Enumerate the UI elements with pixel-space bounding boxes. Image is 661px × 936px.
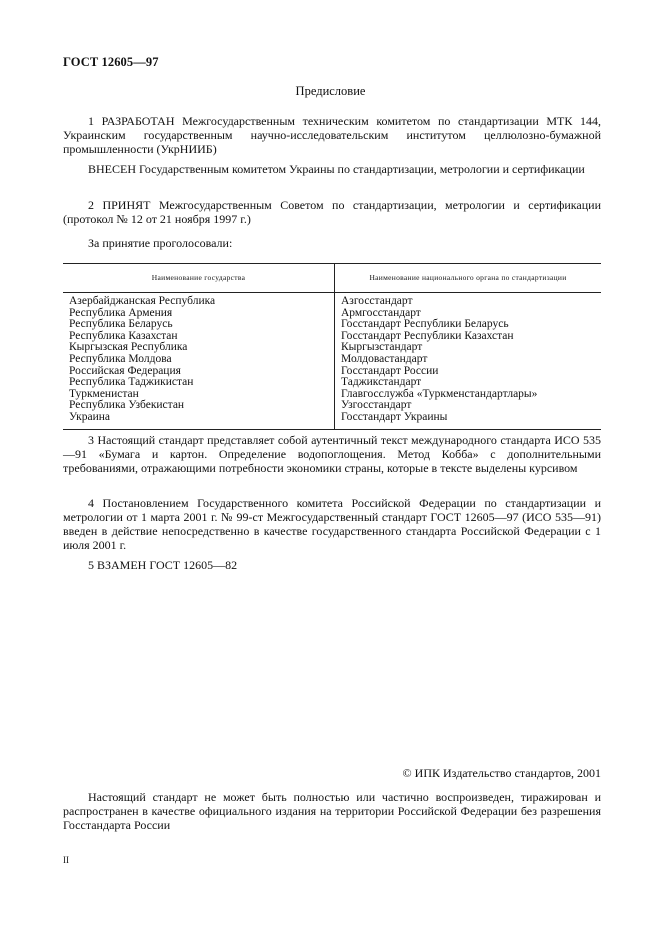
- state-name: Республика Молдова: [69, 352, 172, 365]
- standards-body-name: Молдовастандарт: [341, 352, 428, 365]
- page-number: II: [63, 855, 69, 865]
- standards-body-name: Госстандарт России: [341, 364, 439, 377]
- state-name: Республика Таджикистан: [69, 376, 194, 389]
- paragraph-replaces: 5 ВЗАМЕН ГОСТ 12605—82: [88, 558, 238, 572]
- paragraph-resolution: 4 Постановлением Государственного комитета Российской Федерации по стандартизации и метрологии от 1 марта 2001 г. № 99-ст Межгосударственный стандарт ГОСТ 12605—97 (ИСО 535—91) введен в действие непосредственно в качестве государственного стандарта Российской Федерации с 1 июля 2001 г.: [63, 496, 601, 552]
- states-table: [63, 263, 601, 430]
- standards-body-name: Главгосслужба «Туркменстандартлары»: [341, 387, 538, 400]
- standards-body-name: Госстандарт Украины: [341, 410, 448, 423]
- paragraph-introduced: ВНЕСЕН Государственным комитетом Украины по стандартизации, метрологии и сертификации: [88, 162, 585, 176]
- standards-body-name: Госстандарт Республики Казахстан: [341, 329, 514, 342]
- state-name: Республика Казахстан: [69, 329, 178, 342]
- state-name: Кыргызская Республика: [69, 341, 188, 354]
- standards-body-name: Армгосстандарт: [341, 306, 421, 319]
- standards-body-name: Таджикстандарт: [341, 376, 422, 389]
- document-code: ГОСТ 12605—97: [63, 55, 159, 69]
- state-name: Республика Беларусь: [69, 318, 173, 331]
- copyright-notice: © ИПК Издательство стандартов, 2001: [402, 766, 601, 780]
- standards-body-name: Узгосстандарт: [341, 399, 412, 412]
- state-name: Украина: [69, 410, 110, 423]
- state-name: Республика Узбекистан: [69, 399, 185, 412]
- table-header-row: [63, 264, 601, 293]
- table-body-row: [63, 293, 601, 430]
- paragraph-adopted: 2 ПРИНЯТ Межгосударственным Советом по стандартизации, метрологии и сертификации (протокол № 12 от 21 ноября 1997 г.): [63, 198, 601, 226]
- state-name: Туркменистан: [69, 387, 139, 400]
- paragraph-voted: За принятие проголосовали:: [88, 236, 233, 250]
- standards-body-name: Азгосстандарт: [341, 295, 413, 307]
- column-header-body: Наименование национального органа по стандартизации: [335, 264, 602, 293]
- paragraph-authentic-text: 3 Настоящий стандарт представляет собой аутентичный текст международного стандарта ИСО 535—91 «Бумага и картон. Определение водопоглощения. Метод Кобба» с дополнительными требованиями, отражающими потребности экономики страны, которые в тексте выделены курсивом: [63, 433, 601, 475]
- reproduction-notice: Настоящий стандарт не может быть полностью или частично воспроизведен, тиражирован и распространен в качестве официального издания на территории Российской Федерации без разрешения Госстандарта России: [63, 790, 601, 832]
- paragraph-developed: 1 РАЗРАБОТАН Межгосударственным техническим комитетом по стандартизации МТК 144, Украинским государственным научно-исследовательским институтом целлюлозно-бумажной промышленности (УкрНИИБ): [63, 114, 601, 156]
- states-column: [63, 293, 335, 430]
- state-name: Республика Армения: [69, 306, 173, 319]
- state-name: Российская Федерация: [69, 364, 181, 377]
- preface-title: Предисловие: [295, 84, 366, 98]
- bodies-column: [335, 293, 602, 430]
- standards-body-name: Кыргызстандарт: [341, 341, 423, 354]
- column-header-state: Наименование государства: [63, 264, 335, 293]
- standards-body-name: Госстандарт Республики Беларусь: [341, 318, 509, 331]
- state-name: Азербайджанская Республика: [69, 295, 216, 307]
